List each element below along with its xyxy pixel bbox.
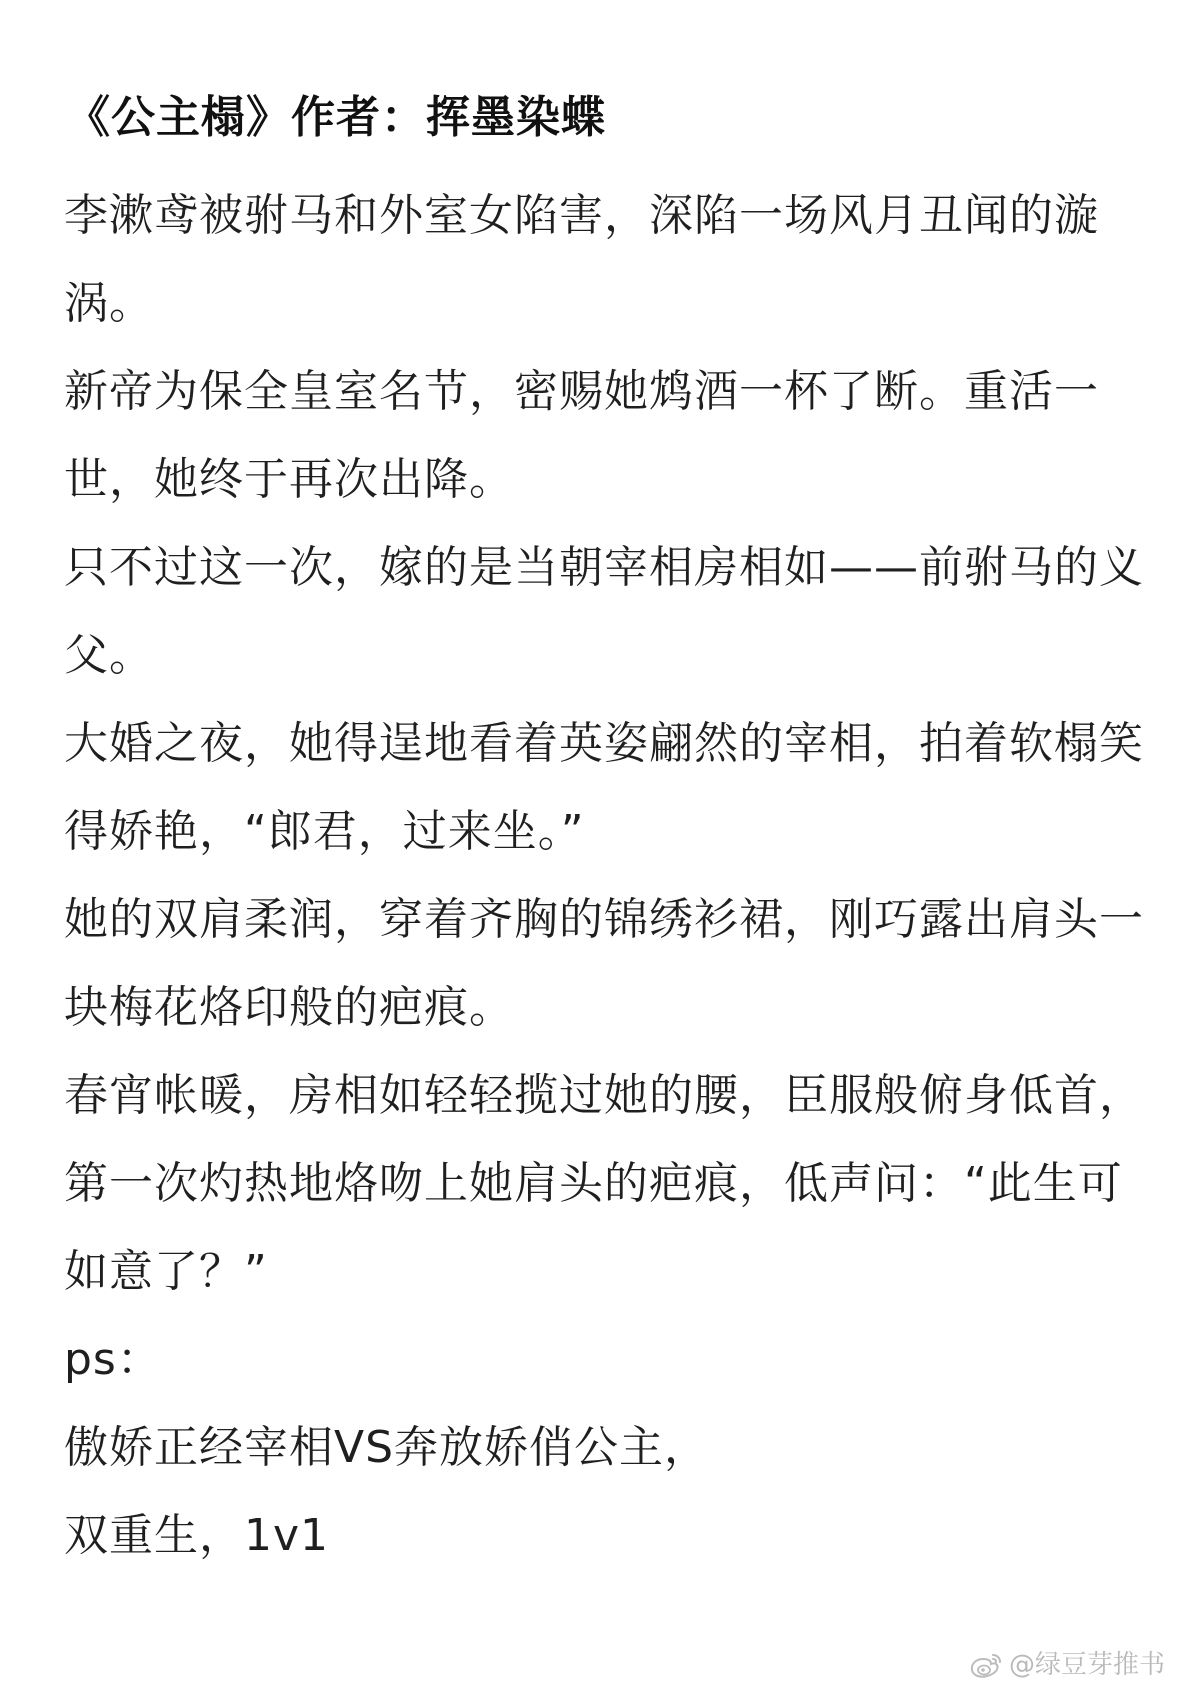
synopsis-body (64, 172, 1144, 1580)
book-title: 《公主榻》作者：挥墨染蝶 (66, 92, 606, 143)
weibo-icon (969, 1651, 1003, 1679)
paragraph-tags: 傲娇正经宰相VS奔放娇俏公主， (64, 1422, 710, 1473)
paragraph-1: 李漱鸢被驸马和外室女陷害，深陷一场风月丑闻的漩涡。 (64, 190, 1099, 329)
paragraph-ps: ps： (64, 1334, 162, 1385)
paragraph-4: 大婚之夜，她得逞地看着英姿翩然的宰相，拍着软榻笑得娇艳，“郎君，过来坐。” (64, 718, 1144, 857)
paragraph-2: 新帝为保全皇室名节，密赐她鸩酒一杯了断。重活一世，她终于再次出降。 (64, 366, 1099, 505)
paragraph-6: 春宵帐暖，房相如轻轻揽过她的腰，臣服般俯身低首，第一次灼热地烙吻上她肩头的疤痕，低声问：“此生可如意了？” (64, 1070, 1144, 1297)
paragraph-rebirth: 双重生，1v1 (64, 1510, 330, 1561)
watermark-text: @绿豆芽推书 (1008, 1650, 1165, 1680)
paragraph-5: 她的双肩柔润，穿着齐胸的锦绣衫裙，刚巧露出肩头一块梅花烙印般的疤痕。 (64, 894, 1144, 1033)
paragraph-3: 只不过这一次，嫁的是当朝宰相房相如——前驸马的义父。 (64, 542, 1144, 681)
weibo-watermark (969, 1650, 1165, 1680)
